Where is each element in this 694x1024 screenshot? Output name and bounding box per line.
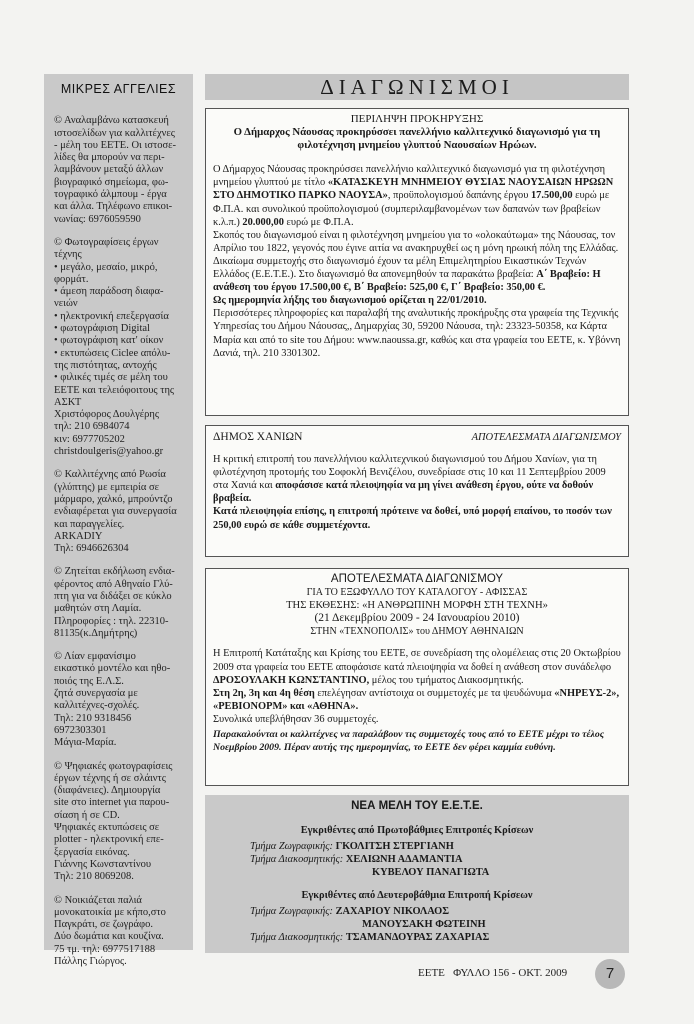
classified-ad-teacher: © Ζητείται εκδήλωση ενδια- φέροντος από Αθηναίο Γλύ- πτη για να διδάξει σε κύκλο μαθητών στη Λαμία. Πληροφορίες : τηλ. 22310- 81135(κ.Δημήτρης) [54, 566, 175, 639]
notice-paragraph: Η κριτική επιτροπή του πανελλήνιου καλλιτεχνικού διαγωνισμού του Δήμου Χανίων, για τη φιλοτέχνηση προτομής του Σοφοκλή Βενιζέλου, συνεδρίασε στις 10 και 11 Σεπτεμβρίου 2009 στα Χανιά και αποφάσισε κατά πλειοψηφία να μη γίνει ανάθεση έργου, ούτε να δοθούν βραβεία. [213, 454, 606, 505]
notice-paragraph: Δικαίωμα συμμετοχής στο διαγωνισμό έχουν τα μέλη Επιμελητηρίου Εικαστικών Τεχνών Ελλάδος (Ε.Ε.Τ.Ε.). Στο διαγωνισμό θα απονεμηθούν τα παρακάτω βραβεία: Α΄ Βραβείο: Η ανάθεση του έργου 17.500,00 €, Β΄ Βραβείο: 525,00 €, Γ΄ Βραβείο: 350,00 €. [213, 255, 601, 294]
page-footer: ΕΕΤΕ ΦΥΛΛΟ 156 - ΟΚΤ. 2009 [418, 967, 568, 979]
notice-subheading: Ο Δήμαρχος Νάουσας προκηρύσσει πανελλήνιο καλλιτεχνικό διαγωνισμό για τη φιλοτέχνηση μνημείου γλυπτού Ναουσαίων Ηρώων. [233, 126, 601, 152]
notice-paragraph: Κατά πλειοψηφία επίσης, η επιτροπή πρότεινε να δοθεί, υπό μορφή επαίνου, το ποσόν των 250,00 ευρώ σε κάθε συμμετέχοντα. [213, 506, 612, 531]
notice-paragraph: Περισσότερες πληροφορίες και παραλαβή της αναλυτικής προκήρυξης στα γραφεία της Τεχνικής Υπηρεσίας του Δήμου Νάουσας,, Δημαρχίας 30, 59200 Νάουσα, τηλ: 23323-50358, κα Κάρτα Μαρία και από το site του Δήμου: www.naoussa.gr, καθώς και στα γραφεία του ΕΕΤΕ, κ. Υβόννη Δανιά, τηλ. 210 3301302. [213, 308, 621, 359]
classified-ad-sculptor: © Καλλιτέχνης από Ρωσία (γλύπτης) με εμπειρία σε μάρμαρο, χαλκό, μπρούντζο ενδιαφέρεται για συνεργασία και παραγγελίες. ARKADIY Τηλ: 6946626304 [54, 469, 177, 555]
member-line: Τμήμα Διακοσμητικής: ΧΕΛΙΩΝΗ ΑΔΑΜΑΝΤΙΑ [250, 854, 463, 865]
notice-warning: Παρακαλούνται οι καλλιτέχνες να παραλάβουν τις συμμετοχές τους από το ΕΕΤΕ μέχρι το τέλος Νοεμβρίου 2009. Πέραν αυτής της ημερομηνίας, το ΕΕΤΕ δεν φέρει καμμία ευθύνη. [213, 729, 605, 754]
notice-paragraph: Ο Δήμαρχος Νάουσας προκηρύσσει πανελλήνιο καλλιτεχνικό διαγωνισμό για τη φιλοτέχνηση μνημείου γλυπτού με τίτλο «ΚΑΤΑΣΚΕΥΗ ΜΝΗΜΕΙΟΥ ΘΥΣΙΑΣ ΝΑΟΥΣΑΙΩΝ ΗΡΩΩΝ ΣΤΟ ΔΗΜΟΤΙΚΟ ΠΑΡΚΟ ΝΑΟΥΣΑ», προϋπολογισμού δαπάνης έργου 17.500,00 ευρώ με Φ.Π.Α. και συνολικού προϋπολογισμού (συμπεριλαμβανομένων των δαπανών των βραβείων κ.λ.π.) 20.000,00 ευρώ με Φ.Π.Α. [213, 164, 614, 228]
new-members-title: ΝΕΑ ΜΕΛΗ ΤΟΥ Ε.Ε.Τ.Ε. [351, 800, 483, 812]
classified-ad-photography: © Φωτογραφίσεις έργων τέχνης • μεγάλο, μεσαίο, μικρό, φορμάτ. • άμεση παράδοση διαφα- νειών • ηλεκτρονική επεξεργασία • φωτογράφιση Digital • φωτογράφιση κατ' οίκον • εκτυπώσεις Ciclee απόλυ- της πιστότητας, αντοχής • φιλικές τιμές σε μέλη του ΕΕΤΕ και τελειόφοιτους της ΑΣΚΤ Χριστόφορος Δουλγέρης τηλ: 210 6984074 κιν: 6977705202 christdoulgeris@yahoo.gr [54, 236, 175, 458]
classified-ad-rent: © Νοικιάζεται παλιά μονοκατοικία με κήπο,στο Παγκράτι, σε ζωγράφο. Δύο δωμάτια και κουζίνα. 75 τμ. τηλ: 6977517188 Πάλλης Γιώργος. [54, 894, 166, 967]
classified-ad-digital-photo: © Ψηφιακές φωτογραφίσεις έργων τέχνης ή σε σλάιντς (διαφάνειες). Δημιουργία site στο internet για παρου- σίαση ή σε CD. Ψηφιακές εκτυπώσεις σε plotter - ηλεκτρονική επε- ξεργασία εικόνας. Γιάννης Κωνσταντίνου Τηλ: 210 8069208. [54, 760, 173, 883]
member-line: ΜΑΝΟΥΣΑΚΗ ΦΩΤΕΙΝΗ [362, 919, 486, 930]
notice-heading: ΠΕΡΙΛΗΨΗ ΠΡΟΚΗΡΥΞΗΣ [350, 113, 484, 125]
section-banner: ΔΙΑΓΩΝΙΣΜΟΙ [205, 74, 629, 100]
classified-ad-web: © Αναλαμβάνω κατασκευή ιστοσελίδων για καλλιτέχνες - μέλη του ΕΕΤΕ. Οι ιστοσε- λίδες θα μπορούν να περι- λαμβάνουν μεταξύ άλλων βιογραφικό σημείωμα, φω- τογραφικό άλμπουμ - έργα και άλλα. Τηλέφωνο επικοι- νωνίας: 6976059590 [54, 115, 177, 225]
athens-dates: (21 Δεκεμβρίου 2009 - 24 Ιανουαρίου 2010) [314, 612, 520, 625]
members-group-heading: Εγκριθέντες από Πρωτοβάθμιες Επιτροπές Κρίσεων [300, 825, 534, 836]
chania-notice [205, 425, 629, 557]
chania-municipality: ΔΗΜΟΣ ΧΑΝΙΩΝ [213, 431, 303, 443]
classified-ad-model: © Λίαν εμφανίσιμο εικαστικό μοντέλο και ηθο- ποιός της Ε.Λ.Σ. ζητά συνεργασία με καλλιτέχνες-σχολές. Τηλ: 210 9318456 6972303301 Μάγια-Μαρία. [54, 651, 171, 749]
chania-results-label: ΑΠΟΤΕΛΕΣΜΑΤΑ ΔΙΑΓΩΝΙΣΜΟΥ [471, 432, 621, 443]
member-line: Τμήμα Ζωγραφικής: ΓΚΟΛΙΤΣΗ ΣΤΕΡΓΙΑΝΗ [250, 841, 454, 852]
athens-notice [205, 568, 629, 786]
notice-paragraph: Στη 2η, 3η και 4η θέση επελέγησαν αντίστοιχα οι συμμετοχές με τα ψευδώνυμα «ΝΗΡΕΥΣ-2», «ΡΕΒΙΟΝΟΡΜ» και «ΑΘΗΝΑ». [213, 687, 620, 712]
notice-paragraph: Η Επιτροπή Κατάταξης και Κρίσης του ΕΕΤΕ, σε συνεδρίαση της ολομέλειας στις 20 Οκτωβρίου 2009 στα γραφεία του ΕΕΤΕ αποφάσισε κατά πλειοψηφία να δοθεί η ανάθεση στον συνάδελφο ΔΡΟΣΟΥΛΑΚΗ ΚΩΝΣΤΑΝΤΙΝΟ, μέλος του τμήματος Διακοσμητικής. [213, 648, 621, 686]
notice-paragraph: Συνολικά υπεβλήθησαν 36 συμμετοχές. [213, 713, 379, 725]
athens-exhibition: ΤΗΣ ΕΚΘΕΣΗΣ: «Η ΑΝΘΡΩΠΙΝΗ ΜΟΡΦΗ ΣΤΗ ΤΕΧΝΗ» [286, 600, 548, 612]
naoussa-notice [205, 108, 629, 416]
members-group-heading: Εγκριθέντες από Δευτεροβάθμια Επιτροπή Κρίσεων [301, 890, 533, 901]
competitions-column [205, 74, 629, 953]
member-line: Τμήμα Ζωγραφικής: ΖΑΧΑΡΙΟΥ ΝΙΚΟΛΑΟΣ [250, 906, 450, 917]
athens-heading: ΑΠΟΤΕΛΕΣΜΑΤΑ ΔΙΑΓΩΝΙΣΜΟΥ [330, 573, 504, 585]
new-members-box [205, 795, 629, 953]
classifieds-title: ΜΙΚΡΕΣ ΑΓΓΕΛΙΕΣ [60, 82, 177, 96]
athens-subheading: ΓΙΑ ΤΟ ΕΞΩΦΥΛΛΟ ΤΟΥ ΚΑΤΑΛΟΓΟΥ - ΑΦΙΣΣΑΣ [306, 587, 528, 599]
classifieds-sidebar [44, 74, 193, 967]
member-line: Τμήμα Διακοσμητικής: ΤΣΑΜΑΝΔΟΥΡΑΣ ΖΑΧΑΡΙΑΣ [250, 932, 490, 943]
chania-header [213, 431, 621, 444]
notice-paragraph: Σκοπός του διαγωνισμού είναι η φιλοτέχνηση μνημείου για το «ολοκαύτωμα» της Νάουσας, τον Απρίλιο του 1822, γεγονός που έγινε αιτία να ανακηρυχθεί ως η μόνη ηρωική πόλη της Ελλάδας. [213, 229, 619, 254]
member-line: ΚΥΒΕΛΟΥ ΠΑΝΑΓΙΩΤΑ [372, 867, 490, 878]
page-number: 7 [595, 959, 625, 989]
athens-venue: ΣΤΗΝ «ΤΕΧΝΟΠΟΛΙΣ» του ΔΗΜΟΥ ΑΘΗΝΑΙΩΝ [310, 626, 524, 638]
deadline-text: Ως ημερομηνία λήξης του διαγωνισμού ορίζεται η 22/01/2010. [213, 295, 487, 307]
